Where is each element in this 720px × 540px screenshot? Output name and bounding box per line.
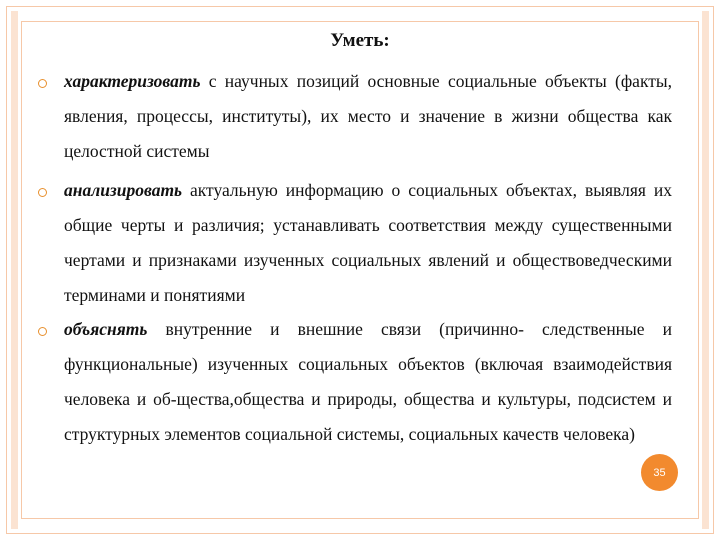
bullet-keyword: анализировать <box>64 180 183 200</box>
page-number: 35 <box>653 466 666 479</box>
bullet-keyword: характеризовать <box>64 71 201 91</box>
bullet-text: актуальную информацию о социальных объектах, выявляя их общие черты и различия; устанавливать соответствия между существенными чертами и признаками изученных социальных явлений и обществоведческими терминами и понятиями <box>64 180 672 305</box>
slide-frame-band-left <box>11 11 18 529</box>
bullet-text: внутренние и внешние связи (причинно- следственные и функциональные) изученных социальных объектов (включая взаимодействия человека и об-щества,общества и природы, общества и культуры, подсистем и структурных элементов социальной системы, социальных качеств человека) <box>64 319 672 444</box>
bullet-item <box>64 312 672 452</box>
slide-title-text: Уметь: <box>330 30 390 51</box>
bullet-circle-icon <box>38 79 47 88</box>
bullet-item <box>64 64 672 169</box>
bullet-keyword: объяснять <box>64 319 148 339</box>
slide-title <box>0 30 720 52</box>
bullet-circle-icon <box>38 327 47 336</box>
page-number-badge <box>641 454 678 491</box>
bullet-item <box>64 173 672 313</box>
bullet-circle-icon <box>38 188 47 197</box>
slide-frame-band-right <box>702 11 709 529</box>
bullet-text: с научных позиций основные социальные объекты (факты, явления, процессы, институты), их место и значение в жизни общества как целостной системы <box>64 71 672 161</box>
